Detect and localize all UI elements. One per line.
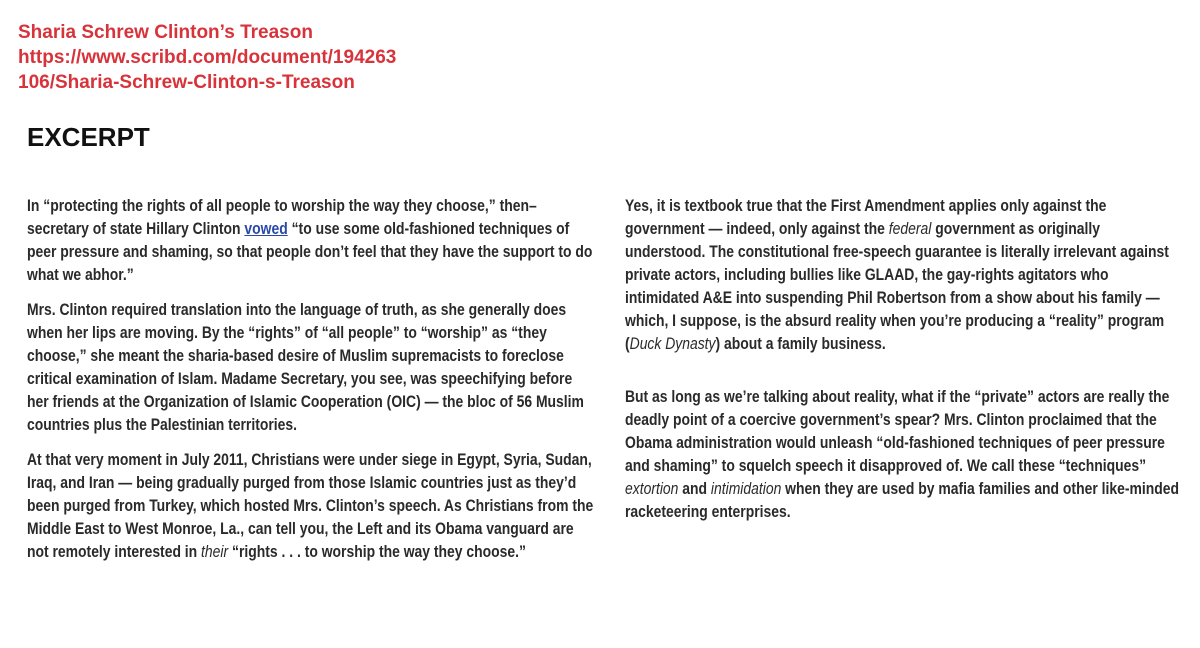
left-paragraph-1	[27, 195, 596, 287]
right-paragraph-1	[625, 195, 1182, 356]
left-p1-text-a: In “protecting the rights of all people to worship the way they choose,” then–secretary of state Hillary Clinton	[27, 197, 537, 238]
right-p2-text-a: But as long as we’re talking about reality, what if the “private” actors are really the deadly point of a coercive government’s spear? Mrs. Clinton proclaimed that the Obama administration would unleash “old-fashioned techniques of peer pressure and shaming” to squelch speech it disapproved of. We call these “techniques”	[625, 388, 1170, 475]
left-column	[27, 195, 596, 576]
left-p1-text-b: “to use some old-fashioned techniques of peer pressure and shaming, so that people don’t feel that they have the support to do what we abhor.”	[27, 220, 593, 284]
right-p2-italic-intimidation: intimidation	[710, 480, 782, 498]
right-p1-text-b: government as originally understood. The constitutional free-speech guarantee is literally irrelevant against private actors, including bullies like GLAAD, the gay-rights agitators who intimidated A&E into suspending Phil Robertson from a show about his family — which, I suppose, is the absurd reality when you’re producing a “reality” program (	[625, 220, 1169, 353]
right-column	[625, 195, 1182, 536]
source-url-line-1: https://www.scribd.com/document/194263	[18, 47, 397, 68]
vowed-link[interactable]: vowed	[244, 220, 288, 238]
right-p1-text-a: Yes, it is textbook true that the First Amendment applies only against the government — indeed, only against the	[625, 197, 1107, 238]
left-p3-text-b: “rights . . . to worship the way they choose.”	[228, 543, 526, 561]
right-p2-italic-extortion: extortion	[625, 480, 679, 498]
header-title-block	[18, 20, 396, 95]
left-p3-italic: their	[201, 543, 229, 561]
right-paragraph-2	[625, 386, 1182, 524]
right-p2-text-b: when they are used by mafia families and other like-minded racketeering enterprises.	[625, 480, 1179, 521]
excerpt-heading: EXCERPT	[27, 122, 150, 152]
article-title: Sharia Schrew Clinton’s Treason	[18, 22, 313, 43]
left-paragraph-3	[27, 449, 596, 564]
right-p1-italic-show: Duck Dynasty	[629, 335, 716, 353]
source-url-line-2: 106/Sharia-Schrew-Clinton-s-Treason	[18, 72, 355, 93]
right-p1-italic-federal: federal	[888, 220, 932, 238]
left-p3-text-a: At that very moment in July 2011, Christians were under siege in Egypt, Syria, Sudan, Iraq, and Iran — being gradually purged from those Islamic countries just as they’d been purged from Turkey, which hosted Mrs. Clinton’s speech. As Christians from the Middle East to West Monroe, La., can tell you, the Left and its Obama vanguard are not remotely interested in	[27, 451, 594, 561]
right-p2-text-mid: and	[678, 480, 711, 498]
left-paragraph-2: Mrs. Clinton required translation into the language of truth, as she generally does when her lips are moving. By the “rights” of “all people” to “worship” as “they choose,” she meant the sharia-based desire of Muslim supremacists to foreclose critical examination of Islam. Madame Secretary, you see, was speechifying before her friends at the Organization of Islamic Cooperation (OIC) — the bloc of 56 Muslim countries plus the Palestinian territories.	[27, 301, 584, 434]
right-p1-text-c: ) about a family business.	[715, 335, 886, 353]
